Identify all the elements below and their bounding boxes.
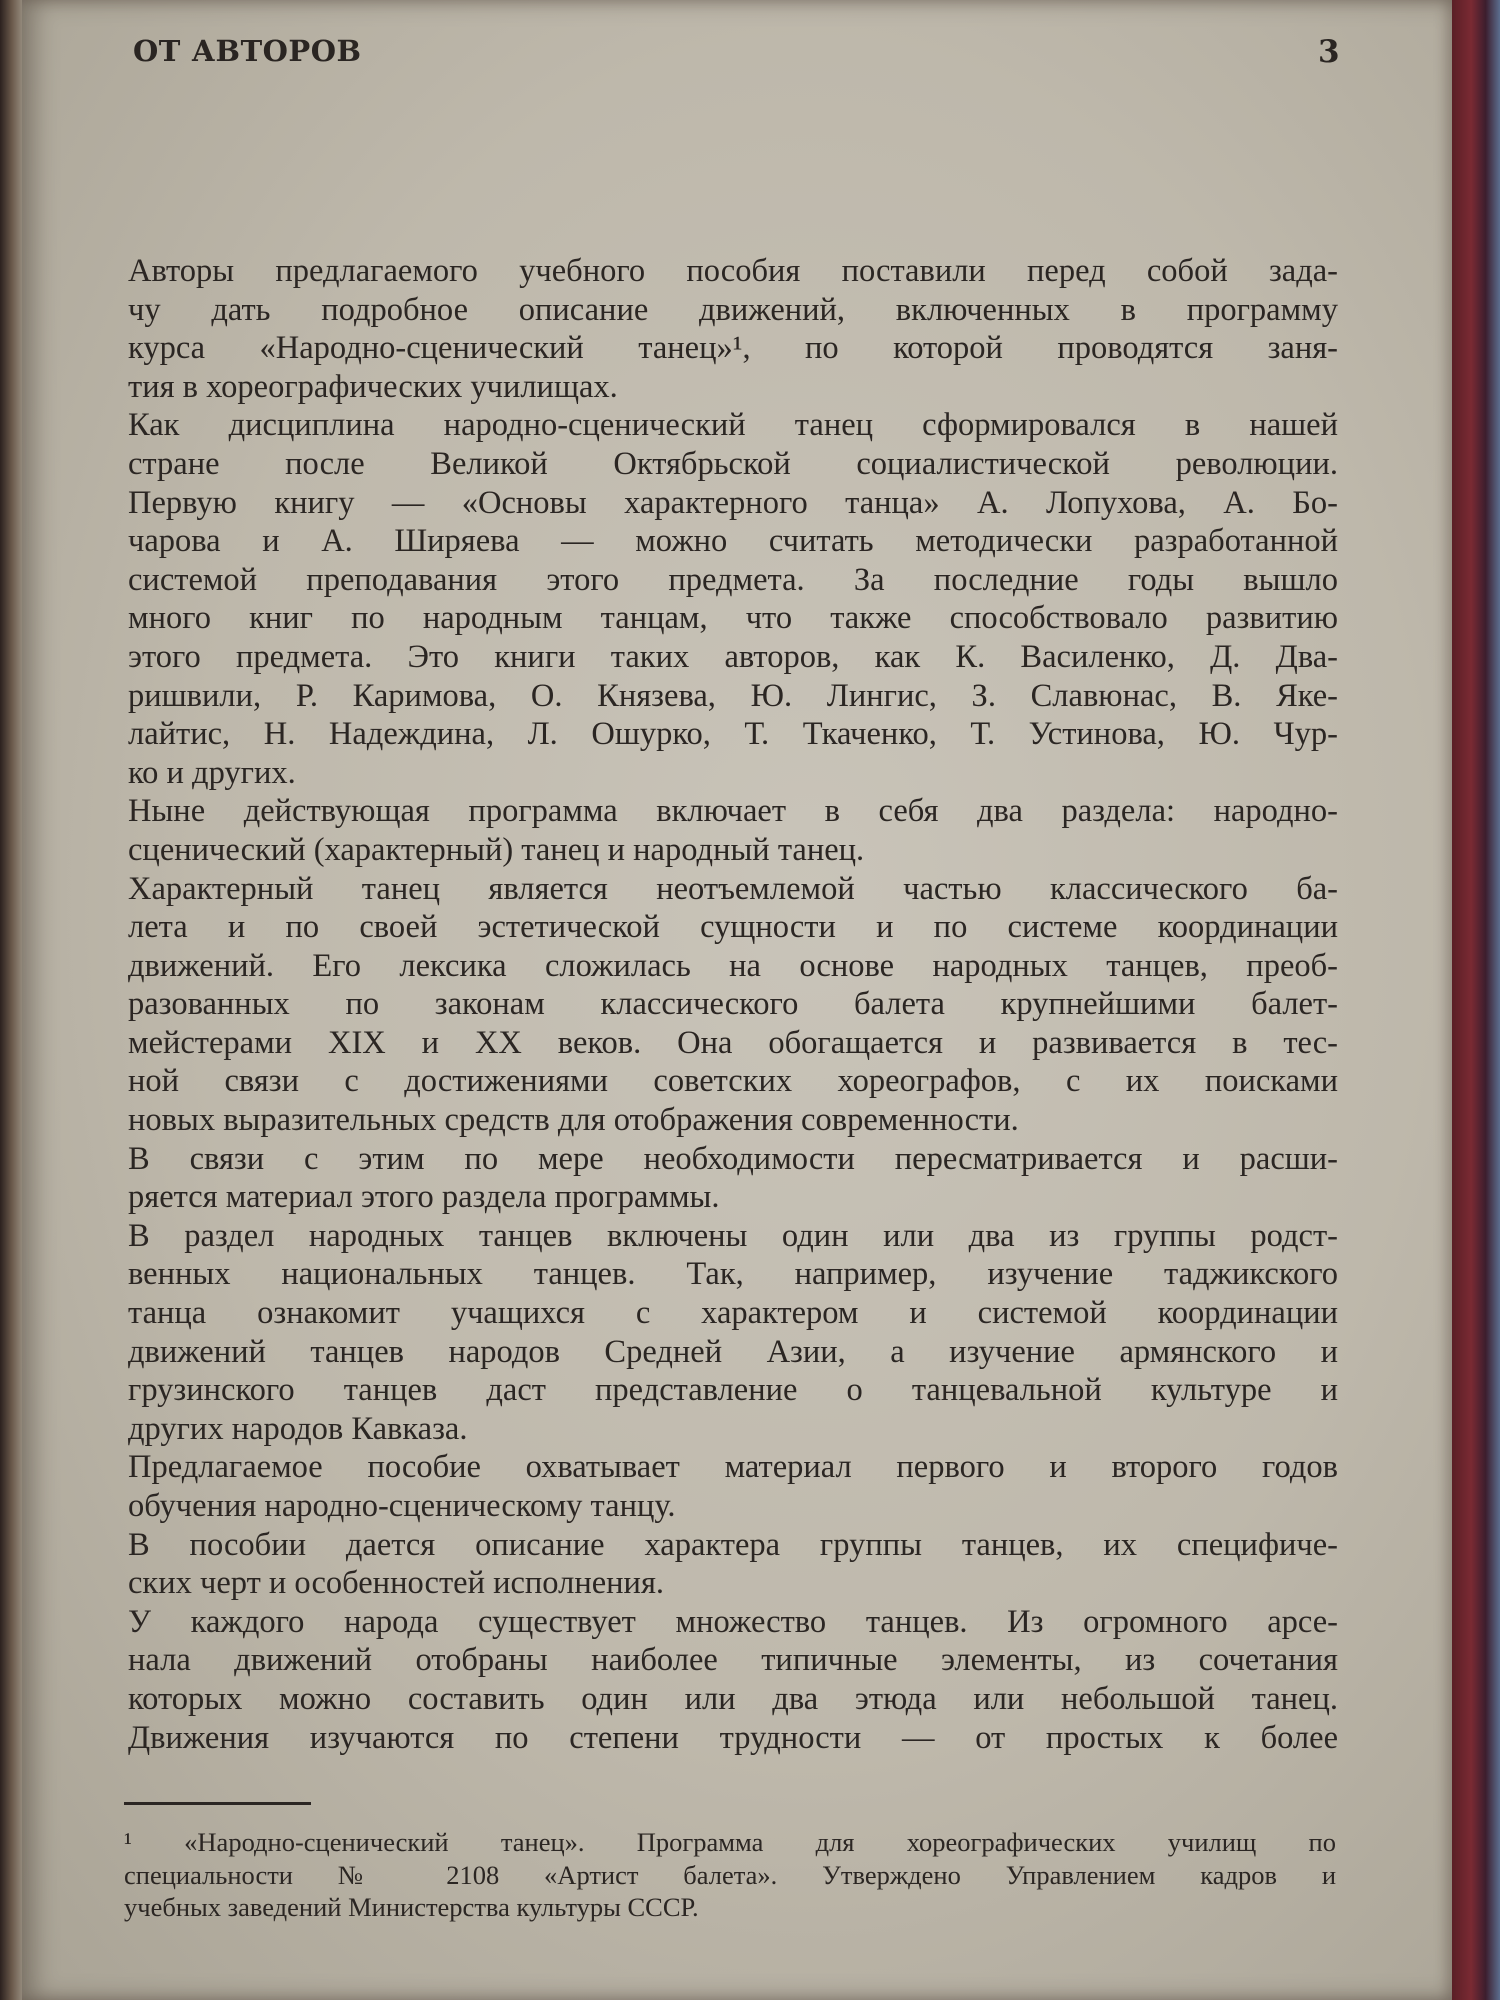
text-line: В пособии дается описание характера группы танцев, их специфиче- — [128, 1526, 1338, 1563]
text-line: В раздел народных танцев включены один или два из группы родст- — [128, 1217, 1338, 1254]
text-line: танца ознакомит учащихся с характером и системой координации — [128, 1295, 1338, 1332]
footnote-rule — [124, 1802, 311, 1805]
footnote — [124, 1826, 1336, 1924]
text-line: системой преподавания этого предмета. За последние годы вышло — [128, 561, 1338, 598]
text-line: Ныне действующая программа включает в себя два раздела: народно- — [128, 793, 1338, 830]
text-line: других народов Кавказа. — [128, 1410, 468, 1447]
text-line: ских черт и особенностей исполнения. — [128, 1565, 665, 1602]
text-line: лайтис, Н. Надеждина, Л. Ошурко, Т. Ткаченко, Т. Устинова, Ю. Чур- — [128, 716, 1338, 753]
text-line: стране после Великой Октябрьской социалистической революции. — [128, 445, 1338, 482]
text-line: чу дать подробное описание движений, включенных в программу — [128, 291, 1338, 328]
text-line: грузинского танцев даст представление о танцевальной культуре и — [128, 1372, 1338, 1409]
text-line: обучения народно-сценическому танцу. — [128, 1488, 676, 1524]
text-line: нала движений отобраны наиболее типичные элементы, из сочетания — [128, 1642, 1338, 1679]
running-title: ОТ АВТОРОВ — [133, 34, 362, 68]
body-text — [128, 252, 1338, 1757]
text-line: движений танцев народов Средней Азии, а изучение армянского и — [128, 1333, 1338, 1370]
text-line: мейстерами XIX и XX веков. Она обогащается и развивается в тес- — [128, 1024, 1338, 1061]
text-line: тия в хореографических училищах. — [128, 368, 618, 405]
text-line: которых можно составить один или два этюда или небольшой танец. — [128, 1680, 1338, 1717]
text-line: сценический (характерный) танец и народный танец. — [128, 831, 865, 868]
text-line: Предлагаемое пособие охватывает материал первого и второго годов — [128, 1449, 1338, 1486]
text-line: ко и других. — [128, 754, 296, 791]
text-line: Как дисциплина народно-сценический танец сформировался в нашей — [128, 407, 1338, 444]
footnote-line: ¹ «Народно-сценический танец». Программа для хореографических училищ по — [124, 1827, 1336, 1857]
text-line: курса «Народно-сценический танец»¹, по которой проводятся заня- — [128, 330, 1338, 367]
text-line: разованных по законам классического балета крупнейшими балет- — [128, 986, 1338, 1023]
text-line: венных национальных танцев. Так, например, изучение таджикского — [128, 1256, 1338, 1293]
text-line: Авторы предлагаемого учебного пособия поставили перед собой зада- — [128, 253, 1338, 289]
text-line: новых выразительных средств для отображения современности. — [128, 1102, 1019, 1139]
text-line: много книг по народным танцам, что также способствовало развитию — [128, 600, 1338, 637]
text-line: Первую книгу — «Основы характерного танца» А. Лопухова, А. Бо- — [128, 484, 1338, 521]
text-line: этого предмета. Это книги таких авторов, как К. Василенко, Д. Два- — [128, 638, 1338, 675]
footnote-line: учебных заведений Министерства культуры СССР. — [124, 1892, 699, 1922]
text-line: Движения изучаются по степени трудности — от простых к более — [128, 1719, 1338, 1756]
text-line: чарова и А. Ширяева — можно считать методически разработанной — [128, 523, 1338, 560]
text-line: ной связи с достижениями советских хореографов, с их поисками — [128, 1063, 1338, 1100]
text-line: ряется материал этого раздела программы. — [128, 1179, 720, 1216]
text-line: лета и по своей эстетической сущности и по системе координации — [128, 909, 1338, 946]
page-number: 3 — [1318, 34, 1340, 70]
text-line: У каждого народа существует множество танцев. Из огромного арсе- — [128, 1603, 1338, 1640]
footnote-line: специальности № 2108 «Артист балета». Утверждено Управлением кадров и — [124, 1859, 1336, 1890]
text-line: Характерный танец является неотъемлемой частью классического ба- — [128, 870, 1338, 907]
book-cover-edge-right — [1452, 0, 1500, 2000]
text-line: движений. Его лексика сложилась на основе народных танцев, преоб- — [128, 947, 1338, 984]
text-line: ришвили, Р. Каримова, О. Князева, Ю. Лингис, З. Славюнас, В. Яке- — [128, 677, 1338, 714]
text-line: В связи с этим по мере необходимости пересматривается и расши- — [128, 1140, 1338, 1177]
